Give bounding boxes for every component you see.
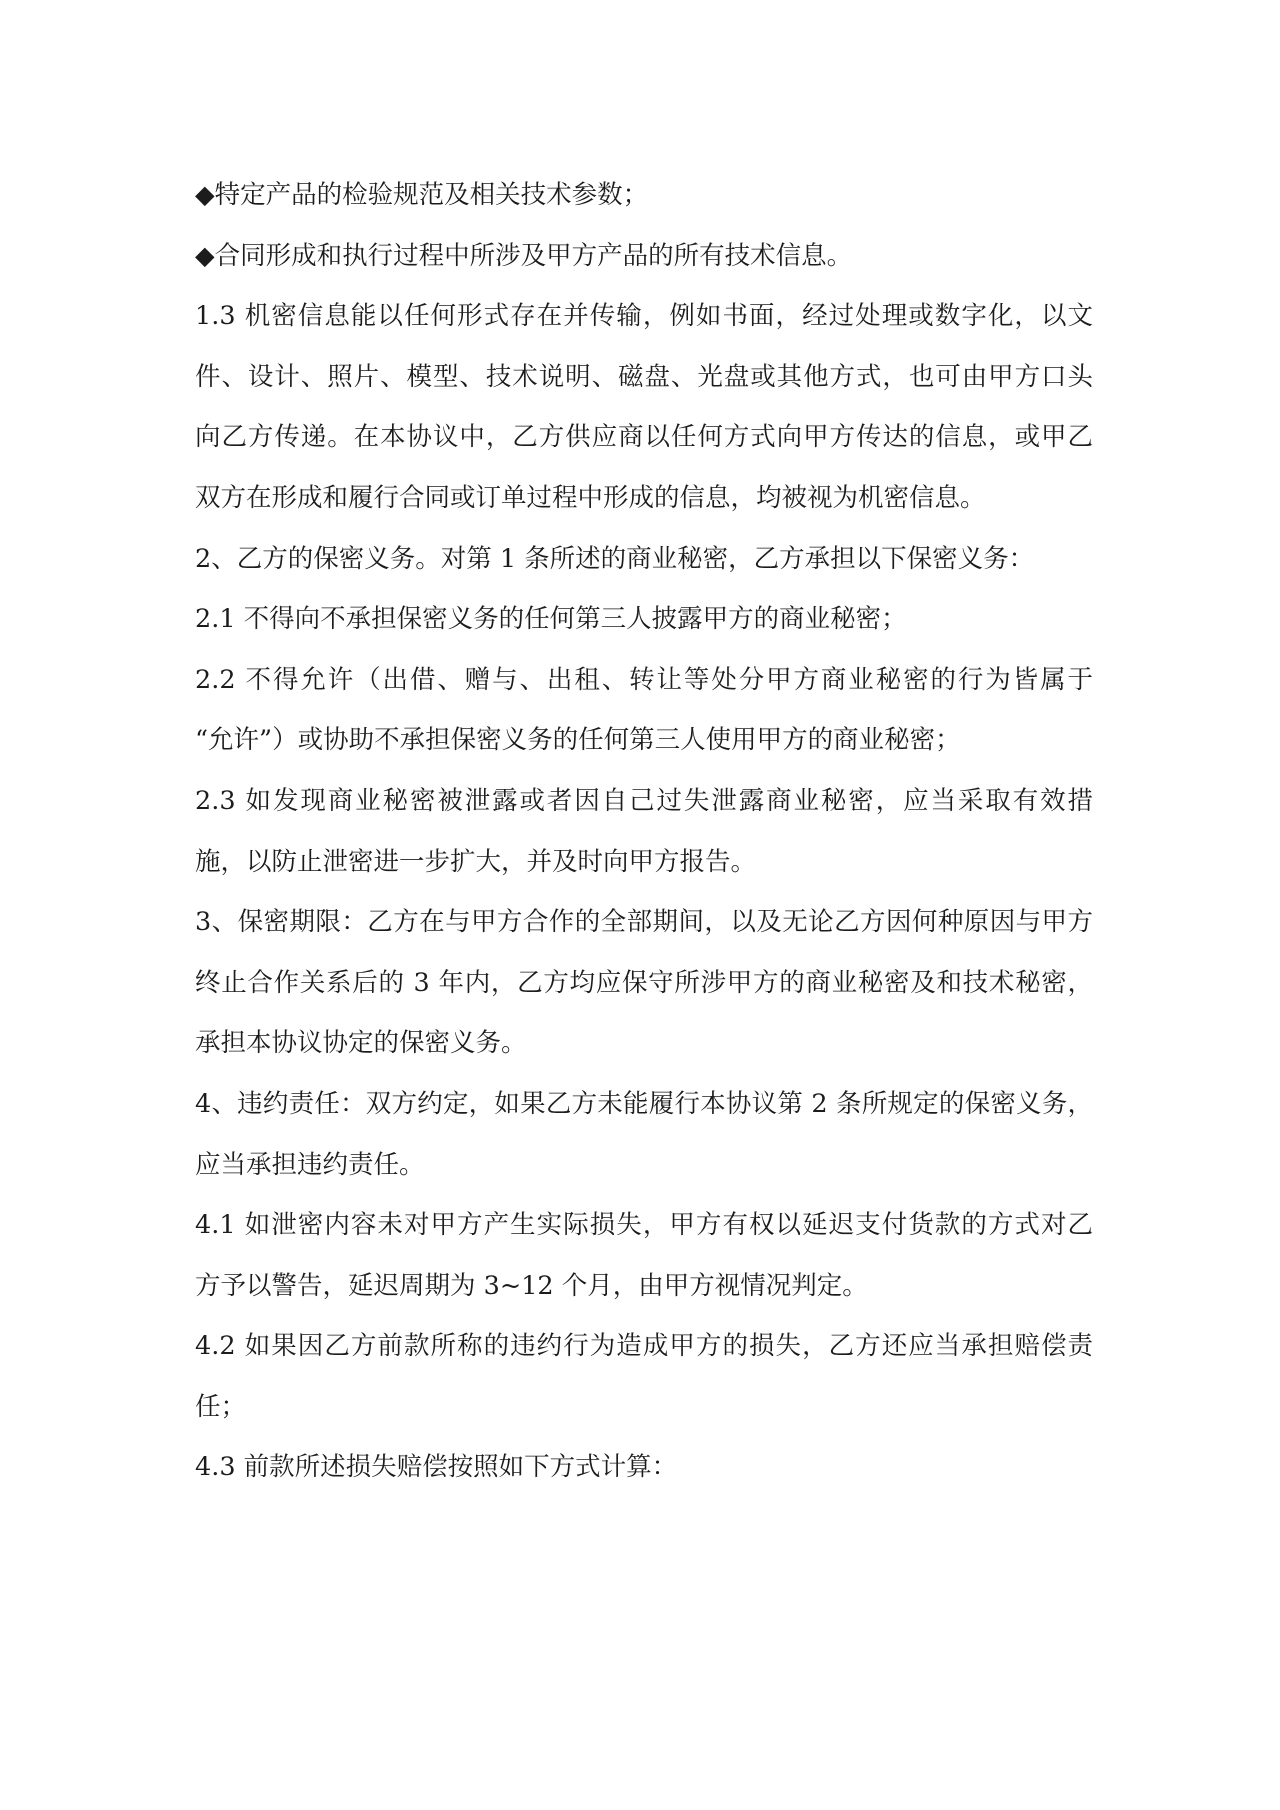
paragraph-line: 4.1 如泄密内容未对甲方产生实际损失，甲方有权以延迟支付货款的方式对乙 xyxy=(195,1210,1093,1241)
paragraph-line: 1.3 机密信息能以任何形式存在并传输，例如书面，经过处理或数字化，以文 xyxy=(195,301,1093,332)
paragraph-line: 件、设计、照片、模型、技术说明、磁盘、光盘或其他方式，也可由甲方口头 xyxy=(195,361,1093,392)
paragraph-bullet-inspection-specs xyxy=(195,165,1095,226)
paragraph-line: 4、违约责任：双方约定，如果乙方未能履行本协议第 2 条所规定的保密义务， xyxy=(195,1088,1093,1119)
paragraph-2-confidentiality-obligation xyxy=(195,529,1095,590)
paragraph-line: 2.1 不得向不承担保密义务的任何第三人披露甲方的商业秘密； xyxy=(195,604,907,635)
paragraph-line: 2、乙方的保密义务。对第 1 条所述的商业秘密，乙方承担以下保密义务： xyxy=(195,543,1035,574)
paragraph-4-3 xyxy=(195,1437,1095,1498)
paragraph-line: 应当承担违约责任。 xyxy=(195,1149,425,1180)
paragraph-line: 任； xyxy=(195,1391,247,1422)
paragraph-line: 2.2 不得允许（出借、赠与、出租、转让等处分甲方商业秘密的行为皆属于 xyxy=(195,664,1093,695)
paragraph-4-breach-liability xyxy=(195,1074,1095,1195)
paragraph-4-2 xyxy=(195,1316,1095,1437)
paragraph-line: 4.2 如果因乙方前款所称的违约行为造成甲方的损失，乙方还应当承担赔偿责 xyxy=(195,1331,1093,1362)
paragraph-line: 4.3 前款所述损失赔偿按照如下方式计算： xyxy=(195,1452,678,1483)
paragraph-2-2 xyxy=(195,650,1095,771)
paragraph-line: 施，以防止泄密进一步扩大，并及时向甲方报告。 xyxy=(195,846,757,877)
paragraph-3-confidentiality-period xyxy=(195,892,1095,1074)
paragraph-4-1 xyxy=(195,1195,1095,1316)
paragraph-line: ◆特定产品的检验规范及相关技术参数； xyxy=(195,180,649,210)
paragraph-line: 方予以警告，延迟周期为 3~12 个月，由甲方视情况判定。 xyxy=(195,1270,868,1301)
paragraph-1-3-confidential-forms xyxy=(195,286,1095,528)
paragraph-line: 3、保密期限：乙方在与甲方合作的全部期间，以及无论乙方因何种原因与甲方 xyxy=(195,907,1093,938)
paragraph-line: “允许”）或协助不承担保密义务的任何第三人使用甲方的商业秘密； xyxy=(195,725,961,756)
paragraph-line: 终止合作关系后的 3 年内，乙方均应保守所涉甲方的商业秘密及和技术秘密， xyxy=(195,967,1093,998)
paragraph-line: ◆合同形成和执行过程中所涉及甲方产品的所有技术信息。 xyxy=(195,240,853,271)
document-body xyxy=(195,165,1095,1498)
paragraph-line: 2.3 如发现商业秘密被泄露或者因自己过失泄露商业秘密，应当采取有效措 xyxy=(195,785,1093,816)
paragraph-line: 承担本协议协定的保密义务。 xyxy=(195,1028,527,1059)
paragraph-2-1 xyxy=(195,589,1095,650)
paragraph-2-3 xyxy=(195,771,1095,892)
paragraph-line: 双方在形成和履行合同或订单过程中形成的信息，均被视为机密信息。 xyxy=(195,482,986,513)
paragraph-line: 向乙方传递。在本协议中，乙方供应商以任何方式向甲方传达的信息，或甲乙 xyxy=(195,422,1093,453)
paragraph-bullet-technical-info xyxy=(195,226,1095,287)
